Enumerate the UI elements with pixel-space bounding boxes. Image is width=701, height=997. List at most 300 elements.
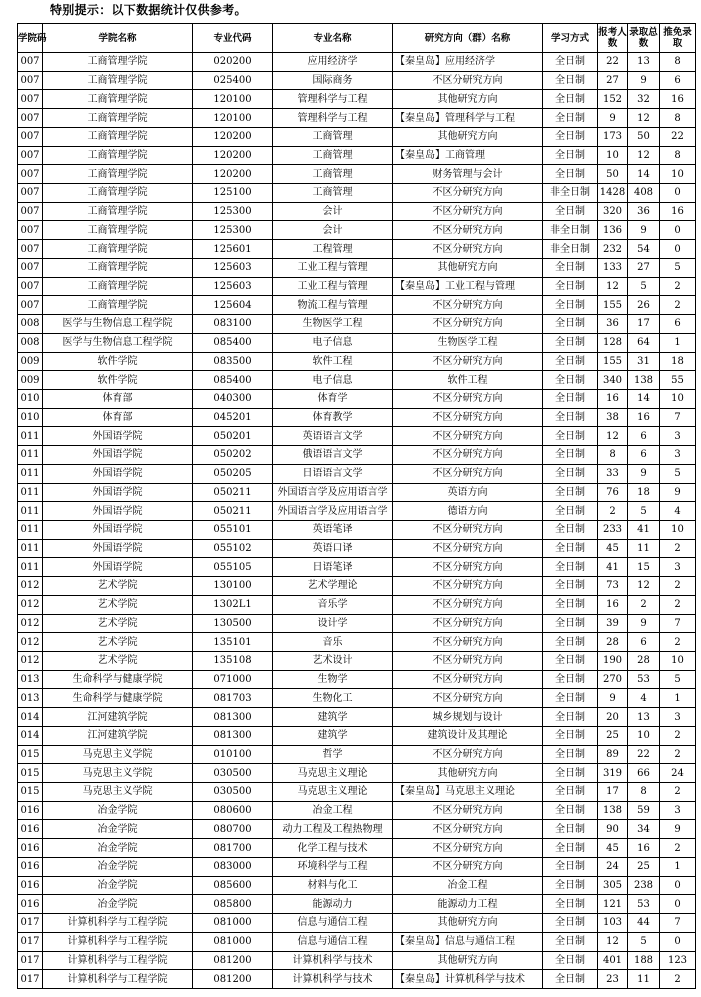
cell-applicants: 24 bbox=[598, 857, 628, 876]
cell-college-code: 012 bbox=[18, 595, 43, 614]
cell-direction: 【秦皇岛】马克思主义理论 bbox=[393, 783, 543, 802]
cell-major-code: 120200 bbox=[193, 127, 273, 146]
table-row bbox=[18, 726, 696, 745]
cell-major-name: 管理科学与工程 bbox=[273, 90, 393, 109]
cell-major-name: 国际商务 bbox=[273, 71, 393, 90]
cell-college-name: 软件学院 bbox=[43, 371, 193, 390]
table-row bbox=[18, 895, 696, 914]
cell-college-name: 工商管理学院 bbox=[43, 165, 193, 184]
cell-applicants: 90 bbox=[598, 820, 628, 839]
cell-college-name: 艺术学院 bbox=[43, 577, 193, 596]
cell-study-mode: 全日制 bbox=[543, 427, 598, 446]
table-row bbox=[18, 202, 696, 221]
cell-college-code: 011 bbox=[18, 427, 43, 446]
cell-study-mode: 全日制 bbox=[543, 127, 598, 146]
table-row bbox=[18, 764, 696, 783]
cell-direction: 不区分研究方向 bbox=[393, 352, 543, 371]
table-row bbox=[18, 914, 696, 933]
cell-major-name: 信息与通信工程 bbox=[273, 932, 393, 951]
cell-major-name: 管理科学与工程 bbox=[273, 109, 393, 128]
cell-study-mode: 全日制 bbox=[543, 633, 598, 652]
cell-college-code: 009 bbox=[18, 371, 43, 390]
cell-major-code: 125601 bbox=[193, 240, 273, 259]
cell-applicants: 233 bbox=[598, 520, 628, 539]
cell-direction: 英语方向 bbox=[393, 483, 543, 502]
table-row bbox=[18, 595, 696, 614]
cell-college-name: 计算机科学与工程学院 bbox=[43, 970, 193, 989]
cell-major-name: 工业工程与管理 bbox=[273, 258, 393, 277]
cell-applicants: 76 bbox=[598, 483, 628, 502]
table-row bbox=[18, 577, 696, 596]
cell-major-code: 125603 bbox=[193, 258, 273, 277]
cell-direction: 【秦皇岛】工业工程与管理 bbox=[393, 277, 543, 296]
cell-study-mode: 全日制 bbox=[543, 464, 598, 483]
cell-college-name: 体育部 bbox=[43, 389, 193, 408]
table-row bbox=[18, 277, 696, 296]
cell-applicants: 22 bbox=[598, 53, 628, 72]
cell-college-code: 015 bbox=[18, 745, 43, 764]
cell-college-name: 马克思主义学院 bbox=[43, 783, 193, 802]
cell-college-name: 艺术学院 bbox=[43, 633, 193, 652]
cell-admitted: 41 bbox=[628, 520, 660, 539]
cell-applicants: 25 bbox=[598, 726, 628, 745]
cell-direction: 不区分研究方向 bbox=[393, 240, 543, 259]
cell-study-mode: 全日制 bbox=[543, 652, 598, 671]
cell-exempt: 9 bbox=[660, 483, 696, 502]
cell-college-name: 工商管理学院 bbox=[43, 202, 193, 221]
cell-college-code: 014 bbox=[18, 726, 43, 745]
cell-admitted: 32 bbox=[628, 90, 660, 109]
cell-major-name: 工业工程与管理 bbox=[273, 277, 393, 296]
cell-exempt: 55 bbox=[660, 371, 696, 390]
cell-college-name: 冶金学院 bbox=[43, 839, 193, 858]
cell-exempt: 2 bbox=[660, 970, 696, 989]
cell-admitted: 9 bbox=[628, 614, 660, 633]
cell-direction: 不区分研究方向 bbox=[393, 389, 543, 408]
table-row bbox=[18, 146, 696, 165]
cell-college-code: 013 bbox=[18, 670, 43, 689]
cell-admitted: 5 bbox=[628, 502, 660, 521]
cell-major-name: 艺术学理论 bbox=[273, 577, 393, 596]
cell-major-name: 能源动力 bbox=[273, 895, 393, 914]
cell-major-code: 085400 bbox=[193, 371, 273, 390]
cell-college-name: 工商管理学院 bbox=[43, 127, 193, 146]
table-row bbox=[18, 801, 696, 820]
cell-direction: 德语方向 bbox=[393, 502, 543, 521]
cell-study-mode: 全日制 bbox=[543, 745, 598, 764]
cell-major-code: 081300 bbox=[193, 726, 273, 745]
cell-study-mode: 全日制 bbox=[543, 352, 598, 371]
cell-major-code: 130100 bbox=[193, 577, 273, 596]
cell-exempt: 0 bbox=[660, 895, 696, 914]
cell-exempt: 8 bbox=[660, 146, 696, 165]
cell-admitted: 14 bbox=[628, 389, 660, 408]
cell-college-name: 工商管理学院 bbox=[43, 277, 193, 296]
cell-college-name: 外国语学院 bbox=[43, 446, 193, 465]
cell-admitted: 238 bbox=[628, 876, 660, 895]
cell-college-name: 工商管理学院 bbox=[43, 109, 193, 128]
cell-major-name: 艺术设计 bbox=[273, 652, 393, 671]
cell-college-name: 冶金学院 bbox=[43, 801, 193, 820]
cell-exempt: 1 bbox=[660, 333, 696, 352]
cell-major-code: 120200 bbox=[193, 165, 273, 184]
cell-college-code: 012 bbox=[18, 614, 43, 633]
cell-college-name: 计算机科学与工程学院 bbox=[43, 932, 193, 951]
cell-college-name: 体育部 bbox=[43, 408, 193, 427]
table-row bbox=[18, 446, 696, 465]
cell-exempt: 3 bbox=[660, 558, 696, 577]
table-row bbox=[18, 427, 696, 446]
cell-study-mode: 全日制 bbox=[543, 371, 598, 390]
cell-direction: 其他研究方向 bbox=[393, 258, 543, 277]
cell-exempt: 2 bbox=[660, 595, 696, 614]
cell-college-code: 013 bbox=[18, 689, 43, 708]
cell-applicants: 10 bbox=[598, 146, 628, 165]
cell-direction: 不区分研究方向 bbox=[393, 839, 543, 858]
cell-study-mode: 全日制 bbox=[543, 165, 598, 184]
cell-direction: 城乡规划与设计 bbox=[393, 708, 543, 727]
cell-major-name: 体育教学 bbox=[273, 408, 393, 427]
cell-admitted: 18 bbox=[628, 483, 660, 502]
table-row bbox=[18, 240, 696, 259]
table-row bbox=[18, 408, 696, 427]
cell-college-code: 007 bbox=[18, 221, 43, 240]
cell-admitted: 31 bbox=[628, 352, 660, 371]
cell-major-name: 动力工程及工程热物理 bbox=[273, 820, 393, 839]
cell-college-name: 外国语学院 bbox=[43, 520, 193, 539]
cell-major-code: 125100 bbox=[193, 184, 273, 203]
cell-exempt: 16 bbox=[660, 202, 696, 221]
cell-study-mode: 全日制 bbox=[543, 895, 598, 914]
cell-college-name: 冶金学院 bbox=[43, 895, 193, 914]
cell-exempt: 1 bbox=[660, 857, 696, 876]
cell-direction: 其他研究方向 bbox=[393, 764, 543, 783]
table-row bbox=[18, 520, 696, 539]
cell-major-code: 085400 bbox=[193, 333, 273, 352]
cell-major-code: 081000 bbox=[193, 932, 273, 951]
cell-study-mode: 全日制 bbox=[543, 708, 598, 727]
cell-applicants: 138 bbox=[598, 801, 628, 820]
cell-study-mode: 全日制 bbox=[543, 539, 598, 558]
cell-exempt: 3 bbox=[660, 446, 696, 465]
cell-college-name: 软件学院 bbox=[43, 352, 193, 371]
cell-admitted: 54 bbox=[628, 240, 660, 259]
cell-study-mode: 全日制 bbox=[543, 857, 598, 876]
cell-college-code: 010 bbox=[18, 408, 43, 427]
cell-direction: 不区分研究方向 bbox=[393, 520, 543, 539]
cell-admitted: 26 bbox=[628, 296, 660, 315]
cell-college-name: 外国语学院 bbox=[43, 427, 193, 446]
cell-college-name: 计算机科学与工程学院 bbox=[43, 951, 193, 970]
table-row bbox=[18, 71, 696, 90]
cell-college-code: 015 bbox=[18, 764, 43, 783]
header-major-name: 专业名称 bbox=[273, 24, 393, 53]
cell-study-mode: 全日制 bbox=[543, 914, 598, 933]
cell-college-name: 工商管理学院 bbox=[43, 240, 193, 259]
cell-major-name: 应用经济学 bbox=[273, 53, 393, 72]
cell-major-code: 055101 bbox=[193, 520, 273, 539]
table-row bbox=[18, 614, 696, 633]
cell-study-mode: 全日制 bbox=[543, 53, 598, 72]
cell-study-mode: 全日制 bbox=[543, 689, 598, 708]
cell-college-name: 工商管理学院 bbox=[43, 296, 193, 315]
cell-college-code: 007 bbox=[18, 202, 43, 221]
cell-applicants: 136 bbox=[598, 221, 628, 240]
cell-applicants: 12 bbox=[598, 932, 628, 951]
cell-study-mode: 全日制 bbox=[543, 595, 598, 614]
cell-college-name: 工商管理学院 bbox=[43, 184, 193, 203]
cell-major-code: 050205 bbox=[193, 464, 273, 483]
table-row bbox=[18, 109, 696, 128]
cell-college-name: 江河建筑学院 bbox=[43, 726, 193, 745]
cell-major-name: 英语语言文学 bbox=[273, 427, 393, 446]
cell-college-name: 生命科学与健康学院 bbox=[43, 670, 193, 689]
cell-major-name: 生物学 bbox=[273, 670, 393, 689]
cell-applicants: 9 bbox=[598, 689, 628, 708]
cell-major-name: 电子信息 bbox=[273, 371, 393, 390]
cell-college-code: 007 bbox=[18, 71, 43, 90]
cell-applicants: 20 bbox=[598, 708, 628, 727]
cell-college-code: 011 bbox=[18, 520, 43, 539]
cell-college-code: 007 bbox=[18, 90, 43, 109]
cell-college-name: 生命科学与健康学院 bbox=[43, 689, 193, 708]
cell-major-name: 工商管理 bbox=[273, 165, 393, 184]
table-row bbox=[18, 53, 696, 72]
cell-major-name: 环境科学与工程 bbox=[273, 857, 393, 876]
cell-exempt: 9 bbox=[660, 820, 696, 839]
cell-major-code: 083000 bbox=[193, 857, 273, 876]
header-college-name: 学院名称 bbox=[43, 24, 193, 53]
table-row bbox=[18, 839, 696, 858]
cell-applicants: 2 bbox=[598, 502, 628, 521]
cell-direction: 不区分研究方向 bbox=[393, 820, 543, 839]
header-direction: 研究方向（群）名称 bbox=[393, 24, 543, 53]
table-row bbox=[18, 371, 696, 390]
cell-major-code: 080600 bbox=[193, 801, 273, 820]
cell-applicants: 12 bbox=[598, 427, 628, 446]
cell-admitted: 9 bbox=[628, 464, 660, 483]
cell-admitted: 16 bbox=[628, 408, 660, 427]
table-row bbox=[18, 221, 696, 240]
cell-study-mode: 全日制 bbox=[543, 520, 598, 539]
cell-college-code: 007 bbox=[18, 165, 43, 184]
cell-college-code: 016 bbox=[18, 820, 43, 839]
cell-exempt: 10 bbox=[660, 165, 696, 184]
cell-major-code: 135108 bbox=[193, 652, 273, 671]
cell-direction: 不区分研究方向 bbox=[393, 408, 543, 427]
cell-admitted: 22 bbox=[628, 745, 660, 764]
table-row bbox=[18, 876, 696, 895]
cell-exempt: 7 bbox=[660, 408, 696, 427]
cell-study-mode: 全日制 bbox=[543, 614, 598, 633]
cell-admitted: 16 bbox=[628, 839, 660, 858]
cell-study-mode: 全日制 bbox=[543, 315, 598, 334]
cell-college-code: 011 bbox=[18, 502, 43, 521]
cell-college-code: 017 bbox=[18, 932, 43, 951]
cell-applicants: 89 bbox=[598, 745, 628, 764]
cell-direction: 不区分研究方向 bbox=[393, 633, 543, 652]
cell-admitted: 4 bbox=[628, 689, 660, 708]
cell-applicants: 1428 bbox=[598, 184, 628, 203]
cell-admitted: 12 bbox=[628, 577, 660, 596]
table-row bbox=[18, 708, 696, 727]
cell-direction: 不区分研究方向 bbox=[393, 595, 543, 614]
cell-admitted: 11 bbox=[628, 970, 660, 989]
cell-major-code: 081700 bbox=[193, 839, 273, 858]
cell-study-mode: 全日制 bbox=[543, 90, 598, 109]
cell-college-name: 外国语学院 bbox=[43, 464, 193, 483]
table-row bbox=[18, 970, 696, 989]
cell-admitted: 5 bbox=[628, 932, 660, 951]
cell-admitted: 9 bbox=[628, 221, 660, 240]
cell-major-code: 135101 bbox=[193, 633, 273, 652]
cell-applicants: 12 bbox=[598, 277, 628, 296]
cell-applicants: 36 bbox=[598, 315, 628, 334]
cell-major-code: 055105 bbox=[193, 558, 273, 577]
cell-applicants: 155 bbox=[598, 352, 628, 371]
cell-college-code: 007 bbox=[18, 146, 43, 165]
cell-major-name: 计算机科学与技术 bbox=[273, 970, 393, 989]
cell-admitted: 44 bbox=[628, 914, 660, 933]
cell-college-code: 016 bbox=[18, 876, 43, 895]
table-row bbox=[18, 90, 696, 109]
cell-college-code: 007 bbox=[18, 184, 43, 203]
cell-exempt: 2 bbox=[660, 633, 696, 652]
cell-exempt: 16 bbox=[660, 90, 696, 109]
cell-college-code: 007 bbox=[18, 296, 43, 315]
table-row bbox=[18, 258, 696, 277]
cell-admitted: 50 bbox=[628, 127, 660, 146]
table-row bbox=[18, 670, 696, 689]
cell-direction: 不区分研究方向 bbox=[393, 670, 543, 689]
cell-major-name: 生物医学工程 bbox=[273, 315, 393, 334]
cell-exempt: 1 bbox=[660, 689, 696, 708]
cell-major-name: 化学工程与技术 bbox=[273, 839, 393, 858]
cell-major-name: 英语口译 bbox=[273, 539, 393, 558]
cell-direction: 不区分研究方向 bbox=[393, 427, 543, 446]
cell-college-name: 艺术学院 bbox=[43, 652, 193, 671]
cell-applicants: 38 bbox=[598, 408, 628, 427]
cell-admitted: 25 bbox=[628, 857, 660, 876]
admission-table bbox=[17, 23, 696, 989]
cell-study-mode: 全日制 bbox=[543, 333, 598, 352]
cell-major-code: 020200 bbox=[193, 53, 273, 72]
table-row bbox=[18, 932, 696, 951]
cell-exempt: 2 bbox=[660, 839, 696, 858]
cell-study-mode: 全日制 bbox=[543, 71, 598, 90]
cell-admitted: 8 bbox=[628, 783, 660, 802]
cell-direction: 其他研究方向 bbox=[393, 127, 543, 146]
table-row bbox=[18, 389, 696, 408]
table-row bbox=[18, 652, 696, 671]
cell-major-code: 120100 bbox=[193, 109, 273, 128]
cell-major-name: 俄语语言文学 bbox=[273, 446, 393, 465]
cell-direction: 【秦皇岛】管理科学与工程 bbox=[393, 109, 543, 128]
cell-college-name: 工商管理学院 bbox=[43, 71, 193, 90]
cell-major-code: 030500 bbox=[193, 764, 273, 783]
table-row bbox=[18, 483, 696, 502]
cell-major-name: 会计 bbox=[273, 221, 393, 240]
cell-study-mode: 全日制 bbox=[543, 670, 598, 689]
cell-direction: 不区分研究方向 bbox=[393, 446, 543, 465]
table-row bbox=[18, 857, 696, 876]
cell-admitted: 17 bbox=[628, 315, 660, 334]
cell-applicants: 16 bbox=[598, 595, 628, 614]
cell-college-name: 江河建筑学院 bbox=[43, 708, 193, 727]
cell-direction: 【秦皇岛】信息与通信工程 bbox=[393, 932, 543, 951]
cell-major-name: 软件工程 bbox=[273, 352, 393, 371]
table-row bbox=[18, 820, 696, 839]
cell-college-code: 012 bbox=[18, 652, 43, 671]
cell-major-code: 125603 bbox=[193, 277, 273, 296]
table-row bbox=[18, 352, 696, 371]
cell-major-name: 材料与化工 bbox=[273, 876, 393, 895]
cell-study-mode: 全日制 bbox=[543, 146, 598, 165]
cell-exempt: 6 bbox=[660, 315, 696, 334]
cell-admitted: 53 bbox=[628, 670, 660, 689]
cell-college-code: 007 bbox=[18, 277, 43, 296]
cell-direction: 软件工程 bbox=[393, 371, 543, 390]
cell-admitted: 64 bbox=[628, 333, 660, 352]
cell-major-name: 外国语言学及应用语言学 bbox=[273, 483, 393, 502]
cell-college-code: 012 bbox=[18, 577, 43, 596]
cell-college-name: 冶金学院 bbox=[43, 876, 193, 895]
cell-study-mode: 非全日制 bbox=[543, 221, 598, 240]
cell-major-code: 083500 bbox=[193, 352, 273, 371]
cell-direction: 不区分研究方向 bbox=[393, 577, 543, 596]
cell-exempt: 2 bbox=[660, 539, 696, 558]
cell-admitted: 6 bbox=[628, 446, 660, 465]
cell-major-code: 055102 bbox=[193, 539, 273, 558]
cell-major-name: 建筑学 bbox=[273, 726, 393, 745]
header-exempt: 推免录取 bbox=[660, 24, 696, 53]
cell-admitted: 14 bbox=[628, 165, 660, 184]
cell-applicants: 401 bbox=[598, 951, 628, 970]
table-row bbox=[18, 315, 696, 334]
cell-major-code: 081000 bbox=[193, 914, 273, 933]
cell-exempt: 22 bbox=[660, 127, 696, 146]
cell-applicants: 173 bbox=[598, 127, 628, 146]
cell-direction: 能源动力工程 bbox=[393, 895, 543, 914]
cell-admitted: 2 bbox=[628, 595, 660, 614]
cell-study-mode: 全日制 bbox=[543, 502, 598, 521]
cell-major-name: 设计学 bbox=[273, 614, 393, 633]
cell-study-mode: 全日制 bbox=[543, 109, 598, 128]
cell-college-code: 017 bbox=[18, 914, 43, 933]
cell-exempt: 10 bbox=[660, 520, 696, 539]
cell-applicants: 17 bbox=[598, 783, 628, 802]
cell-exempt: 0 bbox=[660, 240, 696, 259]
cell-applicants: 33 bbox=[598, 464, 628, 483]
cell-direction: 不区分研究方向 bbox=[393, 539, 543, 558]
cell-college-code: 015 bbox=[18, 783, 43, 802]
table-row bbox=[18, 296, 696, 315]
cell-exempt: 0 bbox=[660, 184, 696, 203]
table-row bbox=[18, 633, 696, 652]
cell-admitted: 408 bbox=[628, 184, 660, 203]
cell-college-code: 011 bbox=[18, 483, 43, 502]
cell-major-name: 信息与通信工程 bbox=[273, 914, 393, 933]
cell-major-code: 050211 bbox=[193, 502, 273, 521]
cell-college-code: 007 bbox=[18, 240, 43, 259]
cell-exempt: 0 bbox=[660, 221, 696, 240]
cell-major-name: 马克思主义理论 bbox=[273, 764, 393, 783]
cell-major-name: 建筑学 bbox=[273, 708, 393, 727]
cell-applicants: 39 bbox=[598, 614, 628, 633]
cell-major-code: 040300 bbox=[193, 389, 273, 408]
cell-major-code: 085600 bbox=[193, 876, 273, 895]
table-row bbox=[18, 127, 696, 146]
